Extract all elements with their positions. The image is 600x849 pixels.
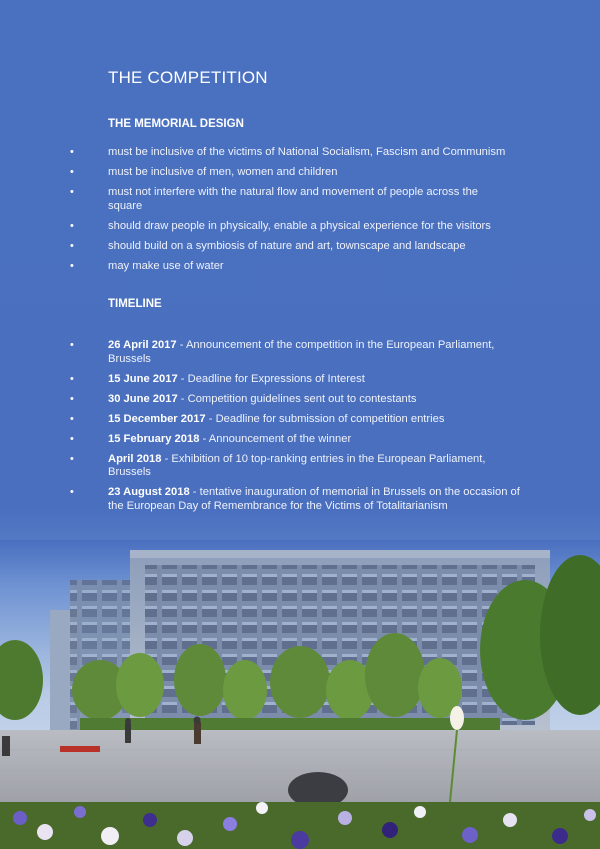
timeline-heading: TIMELINE bbox=[108, 298, 162, 310]
list-item bbox=[0, 486, 600, 513]
list-item bbox=[0, 453, 600, 480]
timeline-date: 15 December 2017 bbox=[108, 412, 206, 425]
timeline-date: 26 April 2017 bbox=[108, 339, 177, 351]
timeline-text: - Competition guidelines sent out to contestants bbox=[177, 392, 417, 405]
timeline-text: - Announcement of the winner bbox=[199, 432, 352, 445]
timeline-date: 15 June 2017 bbox=[108, 372, 178, 385]
timeline-text: - tentative inauguration of memorial in Brussels on the occasion of the European Day of Remembrance for the Victims of Totalitarianism bbox=[108, 486, 520, 512]
bullet-icon: • bbox=[70, 166, 74, 178]
list-item: • should build on a symbiosis of nature and art, townscape and landscape bbox=[70, 239, 466, 252]
bullet-icon: • bbox=[70, 339, 74, 351]
list-item bbox=[0, 393, 600, 407]
list-item bbox=[0, 433, 600, 447]
timeline-text: - Deadline for Expressions of Interest bbox=[177, 372, 365, 385]
timeline-date: 15 February 2018 bbox=[108, 432, 200, 445]
bullet-icon: • bbox=[70, 239, 74, 252]
timeline-list bbox=[0, 339, 600, 520]
square-photo bbox=[0, 540, 600, 849]
building-roof bbox=[130, 550, 550, 558]
list-item: • should draw people in physically, enable a physical experience for the visitors bbox=[70, 219, 491, 232]
list-item: • must be inclusive of the victims of National Socialism, Fascism and Communism bbox=[70, 146, 506, 158]
bullet-icon: • bbox=[70, 412, 74, 425]
bullet-icon: • bbox=[70, 219, 74, 232]
hedge bbox=[80, 718, 500, 730]
timeline-text: - Deadline for submission of competition entries bbox=[205, 412, 445, 425]
page-title: THE COMPETITION bbox=[108, 68, 268, 87]
list-item bbox=[0, 339, 600, 366]
bullet-icon: • bbox=[70, 146, 74, 158]
timeline-date: April 2018 bbox=[108, 452, 162, 465]
list-item bbox=[0, 413, 600, 427]
bullet-icon: • bbox=[70, 372, 74, 385]
memorial-design-list bbox=[0, 146, 600, 280]
bullet-icon: • bbox=[70, 259, 74, 272]
timeline-text: - Exhibition of 10 top-ranking entries in the European Parliament, Brussels bbox=[108, 452, 486, 478]
memorial-design-heading: THE MEMORIAL DESIGN bbox=[108, 118, 244, 130]
list-item: • must be inclusive of men, women and children bbox=[70, 166, 338, 178]
list-item: • must not interfere with the natural flow and movement of people across the square bbox=[70, 186, 479, 212]
bullet-icon: • bbox=[70, 392, 74, 405]
bullet-icon: • bbox=[70, 486, 74, 498]
bullet-icon: • bbox=[70, 452, 74, 465]
bench bbox=[60, 746, 100, 752]
list-item bbox=[0, 373, 600, 387]
timeline-text: - Announcement of the competition in the European Parliament, Brussels bbox=[108, 339, 495, 365]
timeline-date: 30 June 2017 bbox=[108, 392, 178, 405]
timeline-date: 23 August 2018 bbox=[108, 486, 190, 498]
list-item: • may make use of water bbox=[70, 259, 224, 272]
bullet-icon: • bbox=[70, 186, 74, 198]
bullet-icon: • bbox=[70, 432, 74, 445]
